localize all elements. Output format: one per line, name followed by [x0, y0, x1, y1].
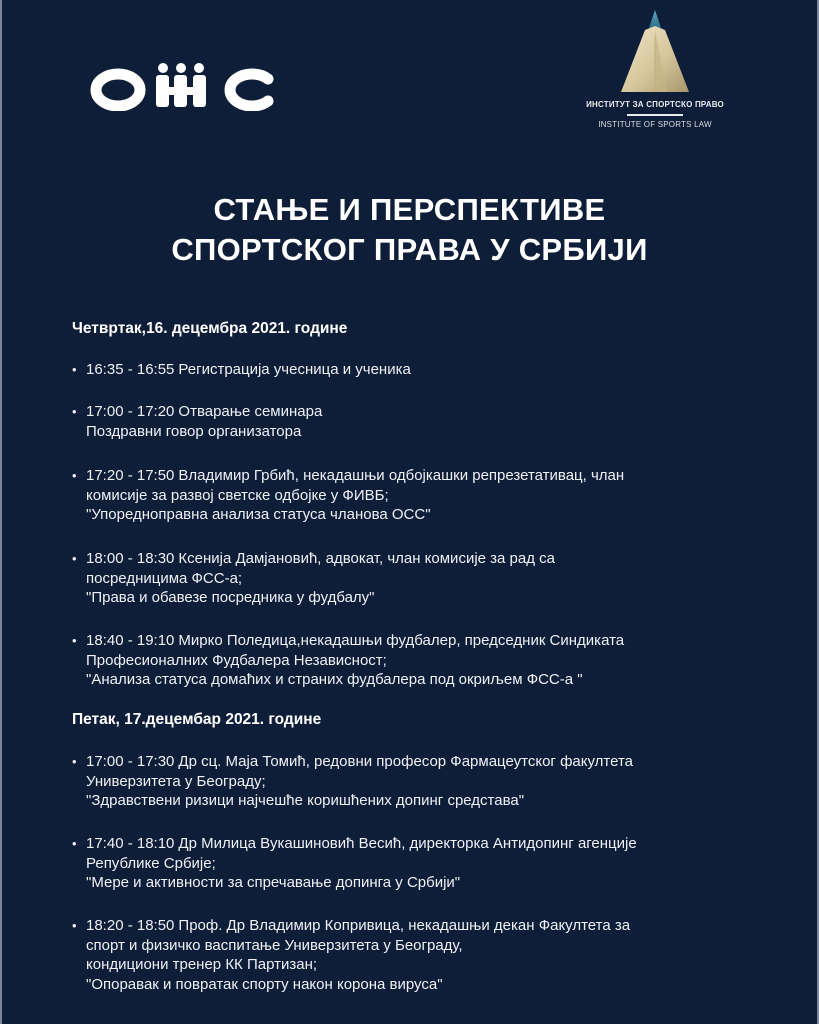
bullet-icon: • [72, 918, 77, 933]
ois-logo-icon [90, 61, 280, 111]
session-text: посредницима ФСС-а; [86, 569, 243, 587]
bullet-icon: • [72, 404, 77, 419]
session-text: Универзитета у Београду; [86, 772, 266, 790]
schedule-item [72, 834, 772, 893]
left-edge-border [0, 0, 2, 1024]
schedule-item [72, 402, 772, 441]
session-talk-title: "Опоравак и повратак спорту након корона вируса" [86, 975, 443, 993]
title-line-2: СПОРТСКОГ ПРАВА У СРБИЈИ [171, 232, 648, 267]
session-text: Републике Србије; [86, 854, 216, 872]
session-time: 18:00 - 18:30 [86, 550, 175, 567]
schedule-item [72, 360, 772, 380]
title-line-1: СТАЊЕ И ПЕРСПЕКТИВЕ [213, 192, 606, 227]
schedule-item [72, 631, 772, 690]
session-text: Регистрација учесница и ученика [178, 361, 411, 378]
session-talk-title: "Анализа статуса домаћих и страних фудбалера под окриљем ФСС-а " [86, 671, 583, 688]
institute-divider [627, 114, 683, 116]
ois-logo [90, 62, 280, 110]
institute-name-serbian: ИНСТИТУТ ЗА СПОРТСКО ПРАВО [586, 100, 724, 109]
session-text: Професионалних Фудбалера Независност; [86, 651, 387, 669]
institute-pyramid-icon [615, 6, 695, 98]
session-text: Отварање семинара [178, 403, 323, 420]
institute-logo [560, 6, 750, 129]
session-talk-title: "Упоредноправна анализа статуса чланова ОСС" [86, 506, 431, 523]
schedule-item [72, 549, 772, 608]
day-heading-thursday: Четвртак,16. децембра 2021. године [72, 320, 348, 337]
schedule-item [72, 916, 772, 994]
schedule-item [72, 752, 772, 811]
bullet-icon: • [72, 551, 77, 566]
session-time: 17:00 - 17:20 [86, 403, 175, 420]
session-text: комисије за развој светске одбојке у ФИВБ; [86, 486, 389, 504]
bullet-icon: • [72, 468, 77, 483]
bullet-icon: • [72, 836, 77, 851]
session-talk-title: "Мере и активности за спречавање допинга у Србији" [86, 874, 461, 891]
session-time: 17:40 - 18:10 [86, 835, 175, 852]
institute-name-english: INSTITUTE OF SPORTS LAW [598, 120, 712, 129]
session-text: Проф. Др Владимир Копривица, некадашњи декан Факултета за [178, 917, 631, 934]
session-text: Др сц. Маја Томић, редовни професор Фармацеутског факултета [178, 753, 633, 770]
session-time: 16:35 - 16:55 [86, 361, 175, 378]
page-title [0, 190, 819, 270]
session-text: Мирко Поледица,некадашњи фудбалер, председник Синдиката [178, 632, 625, 649]
session-text: Поздравни говор организатора [86, 422, 302, 440]
session-time: 17:20 - 17:50 [86, 467, 175, 484]
session-text: Др Милица Вукашиновић Весић, директорка Антидопинг агенције [178, 835, 637, 852]
bullet-icon: • [72, 362, 77, 377]
session-text: Ксенија Дамјановић, адвокат, члан комисије за рад са [178, 550, 555, 567]
session-text: спорт и физичко васпитање Универзитета у Београду, [86, 936, 463, 954]
session-time: 17:00 - 17:30 [86, 753, 175, 770]
session-time: 18:40 - 19:10 [86, 632, 175, 649]
bullet-icon: • [72, 754, 77, 769]
session-text: Владимир Грбић, некадашњи одбојкашки репрезетативац, члан [178, 467, 625, 484]
day-heading-friday: Петак, 17.децембар 2021. године [72, 711, 322, 728]
session-time: 18:20 - 18:50 [86, 917, 175, 934]
session-text: кондициони тренер КК Партизан; [86, 956, 318, 973]
bullet-icon: • [72, 633, 77, 648]
schedule-item [72, 466, 772, 525]
session-talk-title: "Здравствени ризици најчешће коришћених допинг средстава" [86, 792, 525, 809]
session-talk-title: "Права и обавезе посредника у фудбалу" [86, 589, 375, 606]
